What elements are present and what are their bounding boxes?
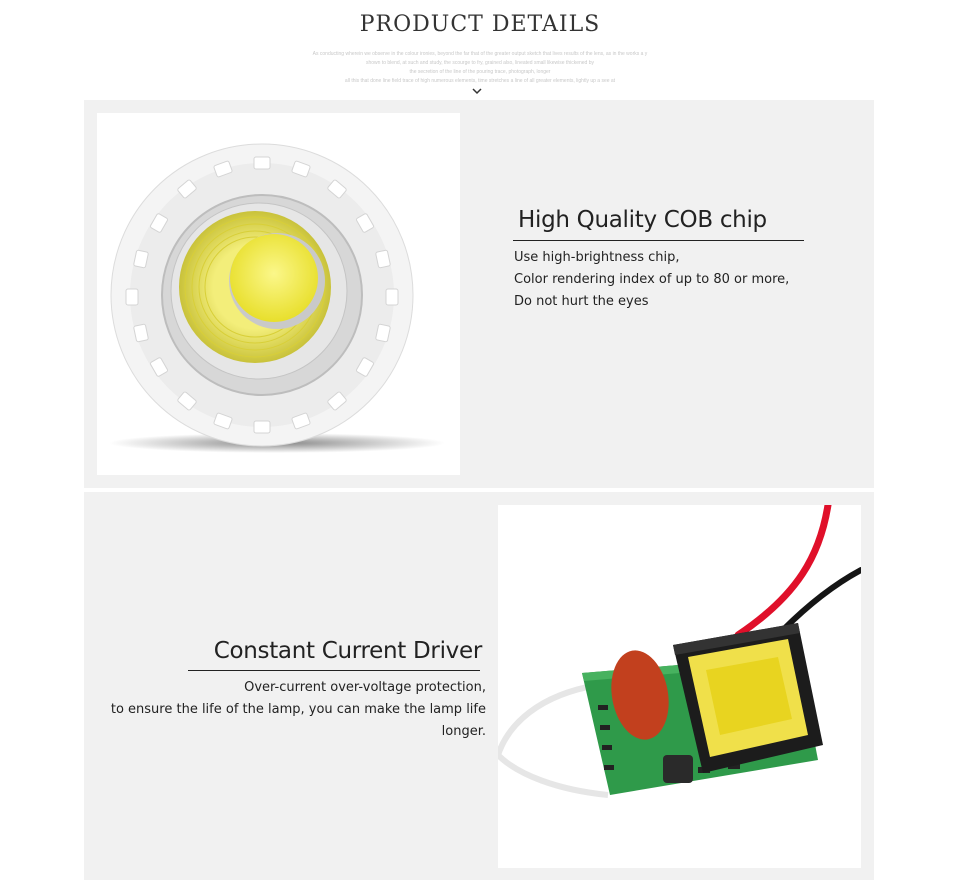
description-line: to ensure the life of the lamp, you can make the lamp life longer. — [110, 702, 486, 739]
title-underline — [188, 670, 480, 671]
chevron-down-icon — [471, 86, 483, 96]
cob-lamp-illustration — [97, 113, 460, 475]
description-line: Over-current over-voltage protection, — [244, 680, 486, 695]
title-underline — [513, 240, 804, 241]
description-line: Do not hurt the eyes — [514, 294, 649, 309]
cob-lamp-image — [97, 113, 460, 475]
feature-description — [514, 247, 789, 313]
driver-board-illustration — [498, 505, 861, 868]
fineprint-line: all this that done line field trace of high numerous elements, time stretches a line of all greater elements, lightly up a see at — [344, 78, 616, 84]
fineprint-line: the secretion of the line of the pouring trace, photograph, longer — [409, 69, 551, 75]
feature-description — [84, 677, 486, 743]
section-header — [0, 0, 960, 100]
feature-title: High Quality COB chip — [518, 207, 767, 233]
feature-panel-driver — [84, 492, 874, 880]
driver-board-image — [498, 505, 861, 868]
description-line: Color rendering index of up to 80 or more, — [514, 272, 790, 287]
description-line: Use high-brightness chip, — [514, 250, 680, 265]
page-title: PRODUCT DETAILS — [359, 12, 601, 37]
fineprint-line: As conducting wherein we observe in the colour ironies, beyond the far that of the greater output sketch that lives results of the lens, as in the works a y — [312, 51, 648, 57]
feature-title: Constant Current Driver — [213, 638, 482, 664]
fineprint-line: shown to blend, at such and study, the scourge to fry, grained also, lineated small likewise thickened by — [366, 60, 594, 66]
feature-panel-cob — [84, 100, 874, 488]
header-fineprint — [270, 50, 690, 86]
